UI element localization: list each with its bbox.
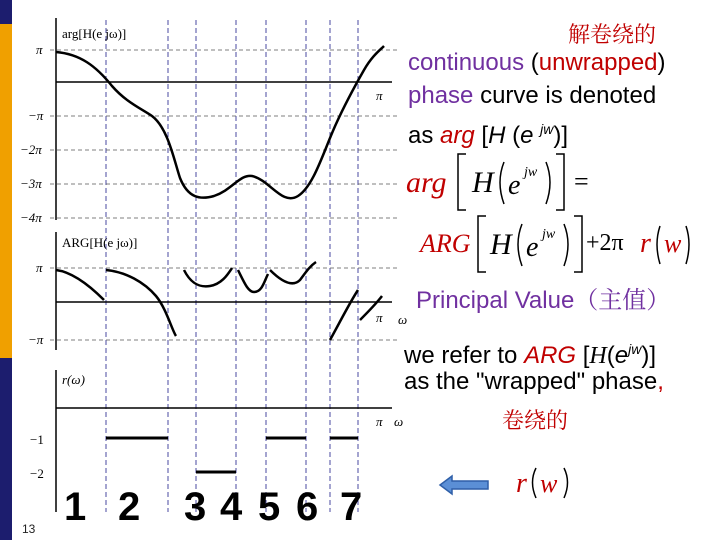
plot1-tick-neg-pi: −π — [28, 108, 44, 123]
formula-ARG: ARG — [420, 229, 471, 258]
plot3-label: r(ω) — [62, 372, 85, 387]
text-curve-denoted: curve is denoted — [480, 82, 657, 109]
formula-H1: H — [472, 166, 494, 199]
text-jw2: jw — [628, 341, 642, 357]
plot3-r-steps — [106, 438, 358, 472]
formula-H2: H — [490, 228, 512, 261]
text-H: H — [488, 122, 506, 149]
text-jw: jw — [540, 121, 554, 137]
plot2-tick-neg-pi: −π — [28, 332, 44, 347]
principal-value: Principal Value（主值） — [416, 287, 671, 314]
plot1-tick-neg-2pi: −2π — [20, 142, 42, 157]
segment-number: 1 — [64, 485, 87, 529]
segment-numbers — [64, 485, 362, 529]
rw-w: w — [540, 469, 558, 498]
left-arrow-icon — [438, 474, 490, 496]
text-close: )] — [553, 122, 569, 149]
formula-arg: arg — [406, 166, 447, 199]
text-wrapped-phase: as the "wrapped" phase — [404, 368, 658, 395]
formula-w: w — [664, 229, 682, 258]
text-phase: phase — [408, 82, 474, 109]
text-H2: H — [589, 343, 607, 369]
text-as: as — [408, 122, 434, 149]
plot2-label: ARG[H(e jω)] — [62, 235, 138, 250]
text-paren2: ( — [606, 342, 615, 369]
plot1-tick-neg-4pi: −4π — [20, 210, 42, 225]
formula-r: r — [640, 228, 651, 259]
reference-lines — [50, 50, 400, 340]
formula-equals: = — [574, 167, 589, 196]
plot3-axis-w: ω — [394, 414, 404, 429]
para1-line1 — [408, 48, 666, 78]
segment-number: 5 — [258, 485, 281, 529]
plot3-axis-pi: π — [376, 414, 383, 429]
segment-number: 4 — [220, 485, 243, 529]
segment-number: 7 — [340, 485, 363, 529]
para1-line2 — [408, 81, 656, 111]
text-unwrapped: unwrapped — [538, 49, 658, 76]
formula-jw2: jw — [542, 227, 556, 242]
segment-number: 2 — [118, 485, 141, 529]
rw-r: r — [516, 468, 527, 499]
formula-plus-2pi: +2π — [586, 230, 624, 256]
plot1-tick-neg-3pi: −3π — [20, 176, 42, 191]
text-bracket: [ — [481, 122, 489, 149]
text-paren-close: ) — [657, 49, 666, 76]
formula-e2: e — [526, 232, 539, 263]
segment-number: 3 — [184, 485, 207, 529]
plot3-tick-neg-2: −2 — [30, 466, 44, 481]
para1-line3 — [408, 114, 568, 151]
plot1-unwrapped-curve — [56, 46, 384, 198]
plot2-axis-w: ω — [398, 312, 408, 327]
juanrao-label: 卷绕的 — [502, 408, 569, 433]
plot2-tick-pi: π — [36, 260, 43, 275]
segment-number: 6 — [296, 485, 319, 529]
plot2-wrapped-curve — [56, 262, 382, 340]
text-we-refer: we refer to — [404, 342, 518, 369]
text-paren-open: ( — [530, 49, 539, 76]
plot1-tick-pi: π — [36, 42, 43, 57]
phase-formula — [404, 150, 704, 274]
para2-line1 — [404, 334, 656, 371]
text-close2: )] — [641, 342, 657, 369]
plot1-axis-pi: π — [376, 88, 383, 103]
text-e: e — [520, 122, 534, 149]
r-of-w-label — [514, 462, 584, 502]
text-ARG: ARG — [524, 342, 577, 369]
text-e2: e — [614, 342, 629, 369]
text-comma: , — [657, 368, 664, 395]
para2-line2 — [404, 367, 664, 397]
text-paren: ( — [512, 122, 521, 149]
plot2-axis-pi: π — [376, 310, 383, 325]
heading-cn: 解卷绕的 — [568, 22, 657, 47]
formula-jw1: jw — [524, 165, 538, 180]
formula-e1: e — [508, 170, 521, 201]
text-arg: arg — [440, 122, 475, 149]
plot1-label: arg[H(e jω)] — [62, 26, 127, 41]
text-continuous: continuous — [408, 49, 525, 76]
plot3-tick-neg-1: −1 — [30, 432, 44, 447]
text-bracket2: [ — [582, 342, 590, 369]
slide-number: 13 — [22, 522, 36, 536]
